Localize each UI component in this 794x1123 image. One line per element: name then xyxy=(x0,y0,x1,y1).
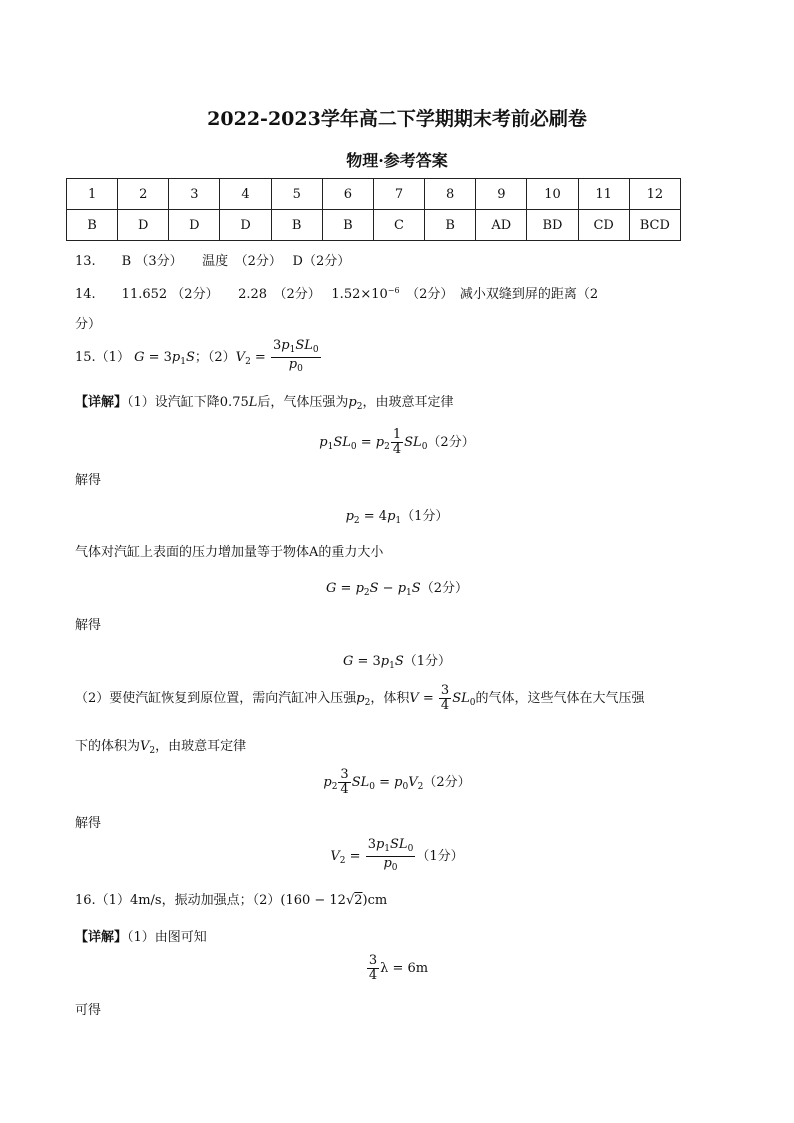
question-number-cell: 12 xyxy=(629,179,680,210)
question-number-cell: 9 xyxy=(476,179,527,210)
q15-part2-line1: （2）要使汽缸恢复到原位置，需向汽缸冲入压强$p_2$，体积V = $\frac{3}{4}$ $SL_0$的气体，这些气体在大气压强 xyxy=(75,683,645,713)
jiede-label-2: 解得 xyxy=(75,618,102,633)
answer-cell: D xyxy=(220,210,271,241)
q15-detail-1: 【详解】（1）设汽缸下降0.75L后，气体压强为$p_2$，由玻意耳定律 xyxy=(75,395,454,412)
page-title: 2022-2023学年高二下学期期末考前必刷卷 xyxy=(207,108,587,130)
answer-cell: BD xyxy=(527,210,578,241)
jiede-label-1: 解得 xyxy=(75,473,102,488)
question-number-cell: 6 xyxy=(322,179,373,210)
answer-table-answer-row xyxy=(67,210,681,241)
answer-cell: AD xyxy=(476,210,527,241)
answer-cell: CD xyxy=(578,210,629,241)
equation-boyle-2: $p_2$ $\frac{3}{4}$ $SL_0 = p_0V_2(2$分） xyxy=(323,767,471,797)
answer-cell: BCD xyxy=(629,210,680,241)
answer-cell: D xyxy=(169,210,220,241)
answer-cell: B xyxy=(322,210,373,241)
q15-answer: 15.（1） $G = 3p_1S$；$(2)V_2$ = $\frac{3p_1SL_0}{p_0}$ xyxy=(75,338,319,374)
answer-table-number-row xyxy=(67,179,681,210)
q16-detail-1: 【详解】（1）由图可知 xyxy=(75,930,207,945)
question-number-cell: 1 xyxy=(67,179,118,210)
answer-cell: B xyxy=(271,210,322,241)
question-number-cell: 8 xyxy=(425,179,476,210)
question-number-cell: 4 xyxy=(220,179,271,210)
q16-answer: 16.（1）4m/s，振动加强点；（2）(160 − 12√2)cm xyxy=(75,893,388,908)
answer-cell: B xyxy=(425,210,476,241)
answer-cell: B xyxy=(67,210,118,241)
answer-cell: C xyxy=(373,210,424,241)
jiede-label-3: 解得 xyxy=(75,816,102,831)
equation-force: $G = p_2S - p_1S(2$分） xyxy=(326,581,468,598)
page-subtitle: 物理·参考答案 xyxy=(346,151,448,170)
question-number-cell: 3 xyxy=(169,179,220,210)
force-statement: 气体对汽缸上表面的压力增加量等于物体A的重力大小 xyxy=(75,545,384,560)
kede-label: 可得 xyxy=(75,1003,102,1018)
equation-boyle-1: $p_1SL_0 = p_2$ $\frac{1}{4}$ $SL_0(2$分） xyxy=(319,427,475,457)
sqrt-symbol: √ xyxy=(345,893,355,908)
q14-answer-cont: 分） xyxy=(75,317,102,332)
q15-part2-line2: 下的体积为$V_2$，由玻意耳定律 xyxy=(75,739,247,756)
question-number-cell: 10 xyxy=(527,179,578,210)
answer-table xyxy=(66,178,681,241)
equation-g: $G = 3p_1S(1$分） xyxy=(342,654,452,671)
answer-cell: D xyxy=(118,210,169,241)
q14-answer: 14. 11.652 （2分） 2.28 （2分） $1.52\times 10^{-6}$ （2分） 减小双缝到屏的距离（2 xyxy=(75,286,599,302)
q13-answer: 13. B （3分） 温度 （2分） D（2分） xyxy=(75,254,351,269)
question-number-cell: 7 xyxy=(373,179,424,210)
equation-lambda: $\frac{3}{4}$ λ = 6m xyxy=(368,953,429,983)
question-number-cell: 5 xyxy=(271,179,322,210)
question-number-cell: 2 xyxy=(118,179,169,210)
question-number-cell: 11 xyxy=(578,179,629,210)
equation-p2: $p_2 = 4p_1(1$分） xyxy=(345,509,449,526)
equation-v2: $V_2$ = $\frac{3p_1SL_0}{p_0}$ （1分） xyxy=(330,837,464,873)
